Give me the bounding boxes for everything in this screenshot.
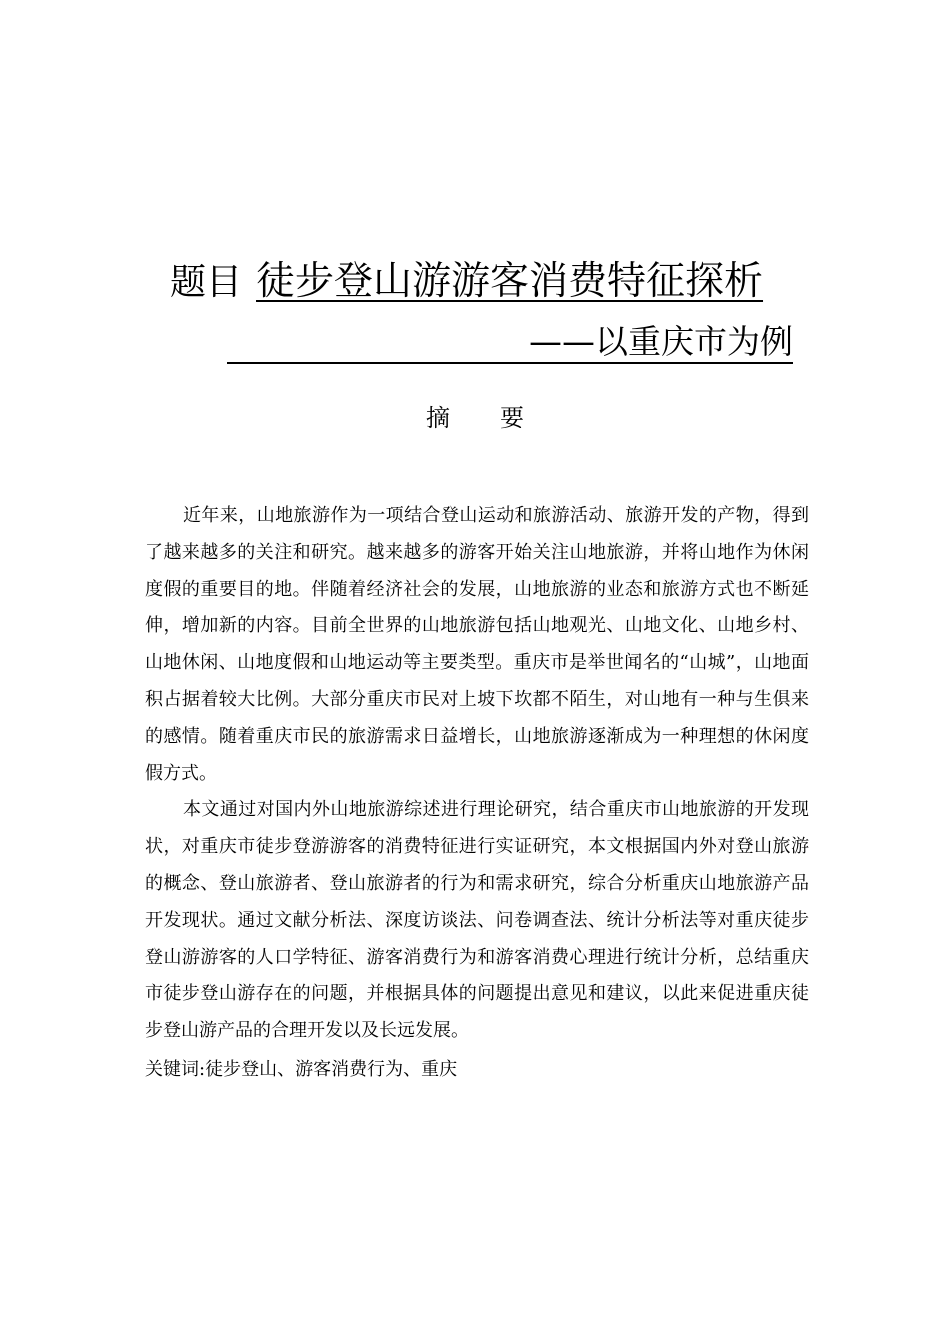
- abstract-paragraph-1: 近年来，山地旅游作为一项结合登山运动和旅游活动、旅游开发的产物，得到了越来越多的关注和研究。越来越多的游客开始关注山地旅游，并将山地作为休闲度假的重要目的地。伴随着经济社会的发展，山地旅游的业态和旅游方式也不断延伸，增加新的内容。目前全世界的山地旅游包括山地观光、山地文化、山地乡村、山地休闲、山地度假和山地运动等主要类型。重庆市是举世闻名的“山城”，山地面积占据着较大比例。大部分重庆市民对上坡下坎都不陌生，对山地有一种与生俱来的感情。随着重庆市民的旅游需求日益增长，山地旅游逐渐成为一种理想的休闲度假方式。: [145, 505, 809, 784]
- keywords-label: 关键词: [145, 1059, 199, 1080]
- document-subtitle: [227, 322, 793, 364]
- document-title: [170, 250, 763, 306]
- subtitle-text: ——以重庆市为例: [529, 322, 793, 361]
- keywords: [145, 1052, 457, 1088]
- keywords-separator: :: [199, 1059, 206, 1080]
- abstract-paragraph-2: 本文通过对国内外山地旅游综述进行理论研究，结合重庆市山地旅游的开发现状，对重庆市徒步登游游客的消费特征进行实证研究，本文根据国内外对登山旅游的概念、登山旅游者、登山旅游者的行为和需求研究，综合分析重庆山地旅游产品开发现状。通过文献分析法、深度访谈法、问卷调查法、统计分析法等对重庆徒步登山游游客的人口学特征、游客消费行为和游客消费心理进行统计分析，总结重庆市徒步登山游存在的问题，并根据具体的问题提出意见和建议，以此来促进重庆徒步登山游产品的合理开发以及长远发展。: [145, 799, 809, 1042]
- abstract-body: [145, 498, 809, 1050]
- abstract-heading: 摘要: [426, 404, 574, 432]
- keywords-value: 徒步登山、游客消费行为、重庆: [205, 1059, 458, 1080]
- title-prefix: 题目: [170, 262, 243, 303]
- title-main: 徒步登山游游客消费特征探析: [256, 259, 764, 304]
